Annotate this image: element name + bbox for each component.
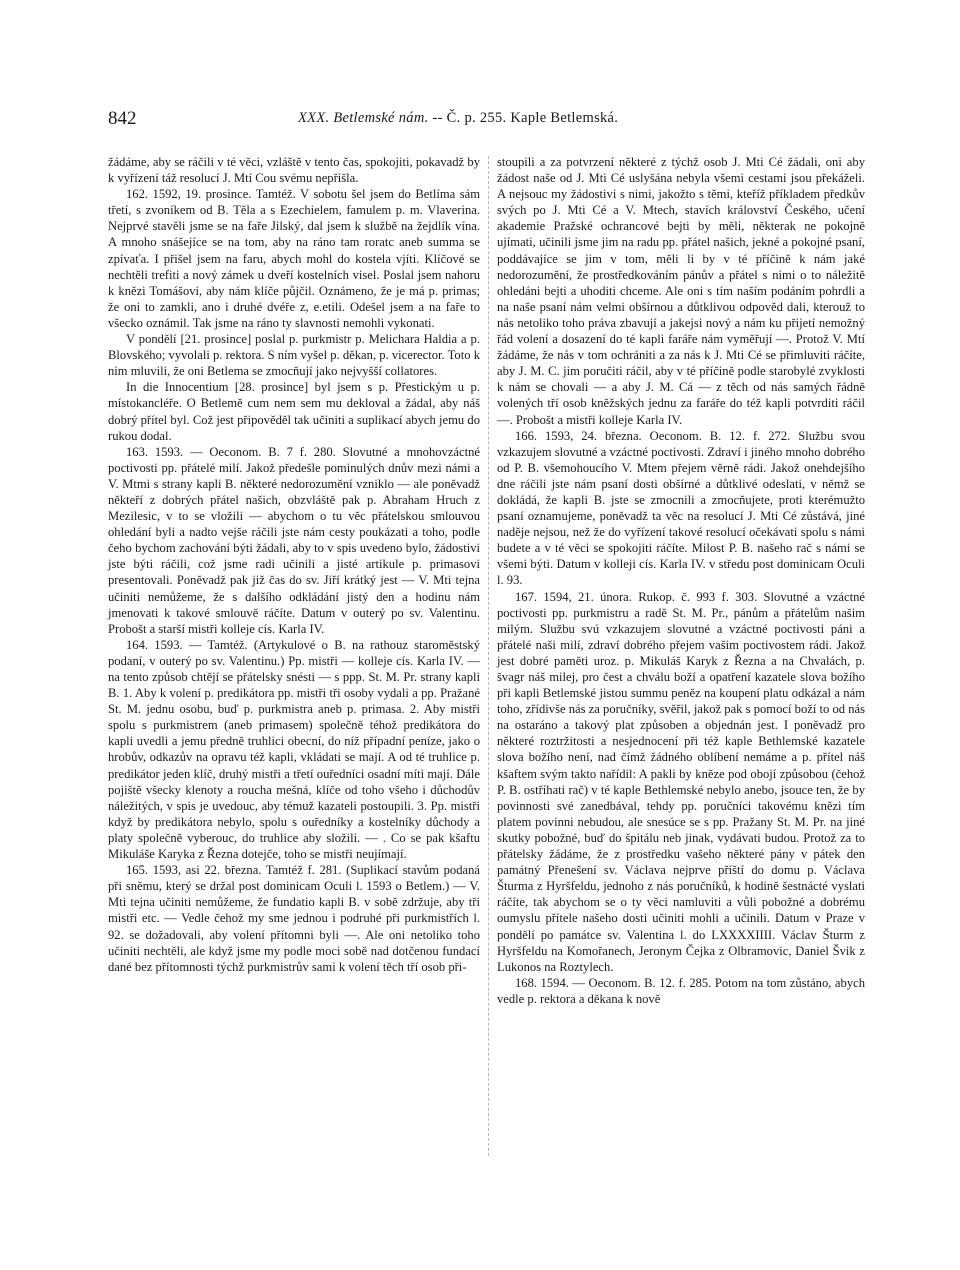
paragraph: 168. 1594. — Oeconom. B. 12. f. 285. Potom na tom zůstáno, abych vedle p. rektora a děkana k nově (497, 975, 865, 1006)
column-divider (488, 156, 489, 1156)
running-head-rest: -- Č. p. 255. Kaple Betlemská. (428, 110, 619, 126)
paragraph: stoupili a za potvrzení některé z týchž osob J. Mti Cé žádali, oni aby žádost naše od J. Mti Cé uslyšána nebyla všemi cestami jsou překáželi. A nejsouc my žádostivi s nimi, jakožto s těmi, kteříž příkladem předkův svých po J. Mti Cé a V. Mtech, stavích království Českého, učení akademie Pražské ochrancové bejti by měli, některak ne pokojně ujímati, učinili jsme jim na radu pp. přátel našich, jekné a pokojné psaní, poddávajíce se jim v tom, měli li by v té příčině k nám jaké nedorozumění, že prostředkováním pánův a přátel s nimi o to náležitě ohledáni bejti a uhoditi chceme. Ale oni s tím naším podáním pohrdli a na naše psaní nám velmi obšírnou a důtklivou odpověd dali, kterouž to nás netoliko toho práva zbavují a jakejsi nový a nám ku přijetí nemožný řád volení a dosazení do té kapli faráře nám vyměřují —. Protož V. Mtí žádáme, že nás v tom ochrániti a za nás k J. Mti Cé se přimluviti ráčíte, aby J. M. C. jim poručiti ráčil, aby v té příčině podle starobylé zvyklosti k nám se chovali — a aby J. M. Cá — z těch od nás samých řádně volených tří osob kněžských jednu za faráře do též kapli potvrditi ráčil —. Probošt a mistři kolleje Karla IV. (497, 155, 865, 427)
running-head (298, 110, 618, 127)
right-column (497, 154, 865, 1007)
paragraph: 162. 1592, 19. prosince. Tamtéž. V sobotu šel jsem do Betlíma sám třetí, s zvoníkem od B. Těla a s Ezechielem, famulem p. m. Vlaverina. Nejprvé stavěli jsme se na faře Jilský, dal jsem k službě na žejdlík vína. A mnoho snášejíce se na tom, aby na ráno tam roratc aneb summa se zpívaťa. I přišel jsem na faru, abych mohl do kostela vjíti. Klíčové se nechtěli trefiti a nový zámek u dveří kostelních visel. Poslal jsem nahoru k knězi Tomášovi, aby nám klíče půjčil. Oznámeno, že je má p. primas; že oni to zamkli, ano i druhé dvéře z, e.etili. Odešel jsem a na faře to všecko oznámil. Tak jsme na ráno ty slavnosti nemohli vykonati. (108, 187, 480, 330)
paragraph: 165. 1593, asi 22. března. Tamtéž f. 281. (Suplikací stavům podaná při sněmu, který se držal post dominicam Oculi l. 1593 o Betlem.) — V. Mti tejna učiniti nemůžeme, že fundatio kapli B. v sobě zdržuje, aby tři mistři etc. — Vedle čehož my sme jednou i podruhé při purkmistřích l. 92. se dožadovali, aby volení přítomni byli —. Ale oni netoliko toho učiniti nechtěli, ale když jsme my podle moci sobě nad dotčenou fundací dané bez přítomnosti týchž purkmistrův sami k volení těch tří osob při- (108, 863, 480, 974)
paragraph: 163. 1593. — Oeconom. B. 7 f. 280. Slovutné a mnohovzáctné poctivosti pp. přátelé milí. Jakož předešle pominulých dnův mezi námi a V. Mtmi s strany kapli B. některé nedorozumění vzniklo — ale poněvadž někteří z dobrých přátel našich, obzvláště pak p. Abraham Hruch z Mezilesic, v to se vložili — abychom o tu věc přátelskou smlouvou ohledání byli a nadto vejše ráčili jste nám cesty poukázati a toho, podle čeho bychom zachování býti žádali, aby to v spis uvedeno bylo, žádostivi jste býti ráčili, což jsme radi učinili a jisté artikule p. primasovi presentovali. Poněvadž pak již čas do sv. Jiří krátký jest — V. Mti tejna učiniti nemůžeme, že s dalšího odkládání jistý den a hodinu nám jmenovati k takové smlouvě ráčíte. Datum v outerý po sv. Valentinu. Probošt a starší mistři kolleje cís. Karla IV. (108, 444, 480, 636)
paragraph: 166. 1593, 24. března. Oeconom. B. 12. f. 272. Službu svou vzkazujem slovutné a vzáctné poctivosti. Zdraví i jiného mnoho dobrého od P. B. všemohoucího V. Mtem přejem věrně rádi. Jakož onehdejšího dne ráčili jste nám psaní dosti obšírné a důtklivé odeslati, v němž se dokládá, že kapli B. jste se zmocnili a zmocňujete, proti kterémužto psaní oznamujeme, poněvadž ta věc na resolucí J. Mti Cé zůstává, jiné naděje nejsou, než že do vyřízení takové resolucí očekávati spolu s námi budete a v té věci se spokojiti ráčíte. Milost P. B. našeho rač s námi se všemi býti. Datum v kolleji cís. Karla IV. v středu post dominicam Oculi l. 93. (497, 428, 865, 588)
paragraph: 167. 1594, 21. února. Rukop. č. 993 f. 303. Slovutné a vzáctné poctivosti pp. purkmistru a radě St. M. Pr., pánům a přátelům našim milým. Službu svú vzkazujem slovutné a vzáctné poctivosti páni a přátelé naši milí, zdraví dobrého přejem vašim poctivostem rádi. Jakož jest dobré paměti uroz. p. Mikuláš Karyk z Řezna a na Chvalách, p. švagr náš milej, pro čest a chválu boží a opatření kazatele slova božího při kapli Betlemské jistou summu peněz na koupení platu odkázal a nám toho, zřídivše nás za poručníky, svěřil, jakož pak s pomocí boží to od nás na ostaráno a takový plat způsoben a objednán jest. I poněvadž pro některé roztržitosti a nesjednocení při též kaple Bethlemské kazatele slova božího není, nad čímž žádného oblíbení nemáme a p. přítel náš kšaftem svým takto nařídil: A pakli by kněze pod obojí způsobou (čehož P. B. ostříhati rač) v té kaple Bethlemské nebylo anebo, jsouce ten, že by povinnosti své zanedbával, tehdy pp. poručníci takovému knězi tím platem povinni nebudou, ale snesúce se s pp. Pražany St. M. Pr. na jiné skutky pobožné, buď do špitálu neb jinak, vydávati budou. Protož za to přátelsky žádáme, že z prostředku vašeho některé pány v pátek den památný Přenešení sv. Václava nejprve příští do domu p. Václava Šturma z Hyršfeldu, jednoho z nás poručníků, k hodině šestnácté vyslati ráčíte, tak abychom se o ty věci namluviti a vůli pobožné a dobrému oumyslu přítele našeho dosti učiniti mohli a učinili. Datum v Praze v pondělí po památce sv. Valentina l. do LXXXXIIII. Václav Šturm z Hyršfeldu na Komořanech, Jeronym Čejka z Olbramovic, Daniel Švik z Lukonos na Roztylech. (497, 589, 865, 974)
left-column (108, 154, 480, 975)
paragraph: In die Innocentium [28. prosince] byl jsem s p. Přestickým u p. místokancléře. O Betlemě cum nem sem mu dekloval a žádal, aby náš dobrý přítel byl. Což jest připověděl tak učiniti a suplikací abych jemu do rukou dodal. (108, 380, 480, 443)
running-head-italic: XXX. Betlemské nám. (298, 110, 429, 126)
paragraph: žádáme, aby se ráčili v té věci, vzláště v tento čas, spokojiti, pokavadž by k vyřízení táž resolucí J. Mtí Cou svému nepřišla. (108, 155, 480, 186)
paragraph: 164. 1593. — Tamtéž. (Artykulové o B. na rathouz staroměstský podaní, v outerý po sv. Valentinu.) Pp. mistři — kolleje cís. Karla IV. — na tento způsob chtějí se přátelsky snésti — s ppp. St. M. Pr. strany kapli B. 1. Aby k volení p. predikátora pp. mistři tři osoby vydali a pp. Pražané St. M. jednu osobu, buď p. purkmistra aneb p. primasa. 2. Aby mistři spolu s purkmistrem (aneb primasem) společně téhož predikátora do kapli uvedli a jemu předně truhlici obecní, do níž případní peníze, jako o hrobův, odkazův na opravu též kapli, vkládati se mají. A od té truhlice p. predikátor jeden klíč, druhý mistři a třetí ouředníci osadní míti mají. Dále pojiště všecky klenoty a roucha mešná, klíče od toho všeho i důchodův náležitých, v spis je uvedouc, aby témuž kazateli postoupili. 3. Pp. mistři když by predikátora nebylo, spolu s ouředníky a kostelníky důchody a platy společně vyberouc, do truhlice aby složili. — . Co se pak kšaftu Mikuláše Karyka z Řezna dotejče, toho se mistři neujímají. (108, 637, 480, 862)
paragraph: V pondělí [21. prosince] poslal p. purkmistr p. Melichara Haldia a p. Blovského; vyvolali p. rektora. S ním vyšel p. děkan, p. vicerector. Toto k nim mluvili, že oni Betlema se zmocňují jako nejvyšší collatores. (108, 332, 480, 379)
page-number: 842 (108, 108, 137, 129)
page-header (108, 108, 863, 130)
